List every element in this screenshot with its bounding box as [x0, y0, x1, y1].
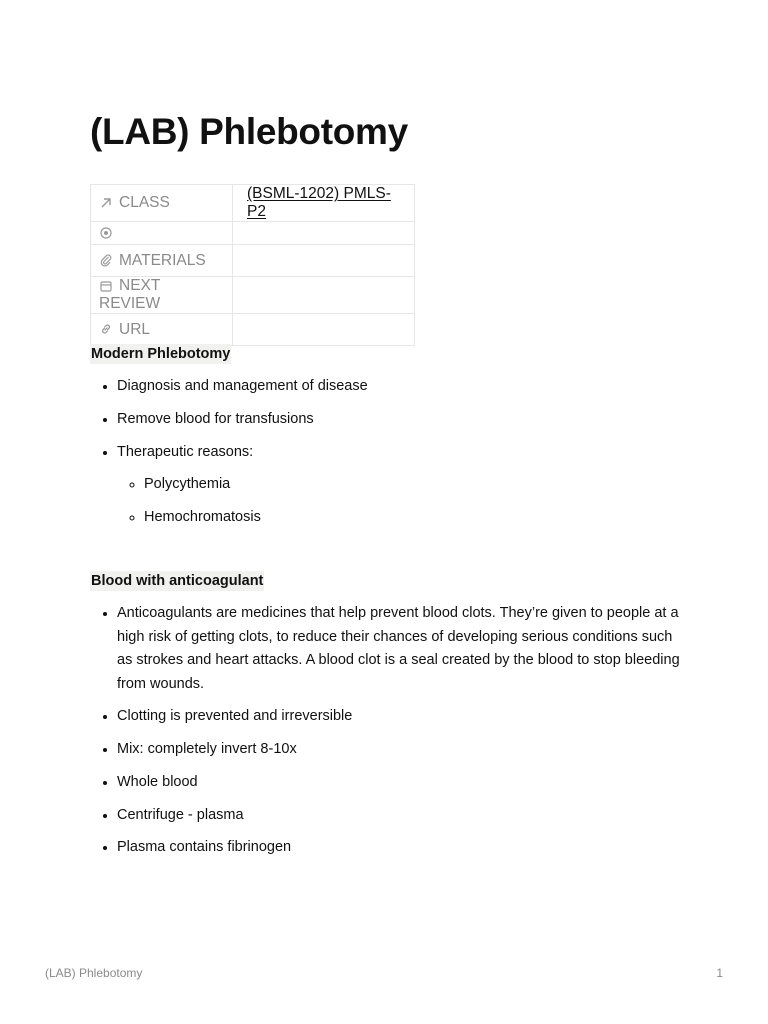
section-heading-modern-phlebotomy: Modern Phlebotomy: [91, 346, 231, 362]
list-item: • Remove blood for transfusions: [117, 408, 717, 432]
page-title: (LAB) Phlebotomy: [90, 111, 408, 152]
sublist-item: ◦ Hemochromatosis: [144, 506, 717, 530]
list-item: • Whole blood: [117, 771, 685, 795]
anticoagulant-list: [90, 602, 685, 869]
property-value-cell: [233, 314, 415, 346]
property-name-cell: [91, 222, 233, 245]
list-item: [117, 441, 717, 530]
list-item: • Mix: completely invert 8-10x: [117, 738, 685, 762]
property-name-cell: [91, 277, 233, 314]
page-number: 1: [716, 966, 723, 980]
sublist-item: ◦ Polycythemia: [144, 473, 717, 497]
property-value-cell: [233, 222, 415, 245]
property-value-cell: [233, 185, 415, 222]
property-label: URL: [119, 320, 151, 338]
list-item-text: Therapeutic reasons:: [117, 443, 254, 460]
property-name-cell: [91, 185, 233, 222]
property-value-cell: [233, 245, 415, 277]
paperclip-icon: [99, 253, 113, 267]
list-item: • Diagnosis and management of disease: [117, 375, 717, 399]
property-name-cell: [91, 245, 233, 277]
property-label: CLASS: [119, 194, 170, 211]
target-icon: [99, 226, 113, 240]
property-label: MATERIALS: [119, 251, 206, 269]
modern-phlebotomy-list: [90, 375, 717, 539]
property-row-materials: [91, 245, 415, 277]
property-value-cell: [233, 277, 415, 314]
therapeutic-reasons-sublist: [117, 473, 717, 529]
section-heading-blood-with-anticoagulant: Blood with anticoagulant: [91, 573, 264, 589]
property-row-url: [91, 314, 415, 346]
property-row-unnamed: [91, 222, 415, 245]
property-name-cell: [91, 314, 233, 346]
property-row-class: [91, 185, 415, 222]
list-item: • Clotting is prevented and irreversible: [117, 705, 685, 729]
list-item: • Plasma contains fibrinogen: [117, 836, 685, 860]
arrow-up-right-icon: [99, 196, 113, 210]
link-icon: [99, 322, 113, 336]
class-link[interactable]: (BSML-1202) PMLS-P2: [247, 185, 391, 220]
property-row-next-review: [91, 277, 415, 314]
list-item: • Anticoagulants are medicines that help prevent blood clots. They’re given to people at a high risk of getting clots, to reduce their chances of developing serious conditions such as strokes and heart attacks. A blood clot is a seal created by the blood to stop bleeding from wounds.: [117, 602, 685, 696]
footer-title: (LAB) Phlebotomy: [45, 966, 143, 980]
property-label: NEXT REVIEW: [99, 277, 161, 312]
list-item: • Centrifuge - plasma: [117, 804, 685, 828]
calendar-icon: [99, 279, 113, 293]
properties-table: [90, 184, 415, 346]
